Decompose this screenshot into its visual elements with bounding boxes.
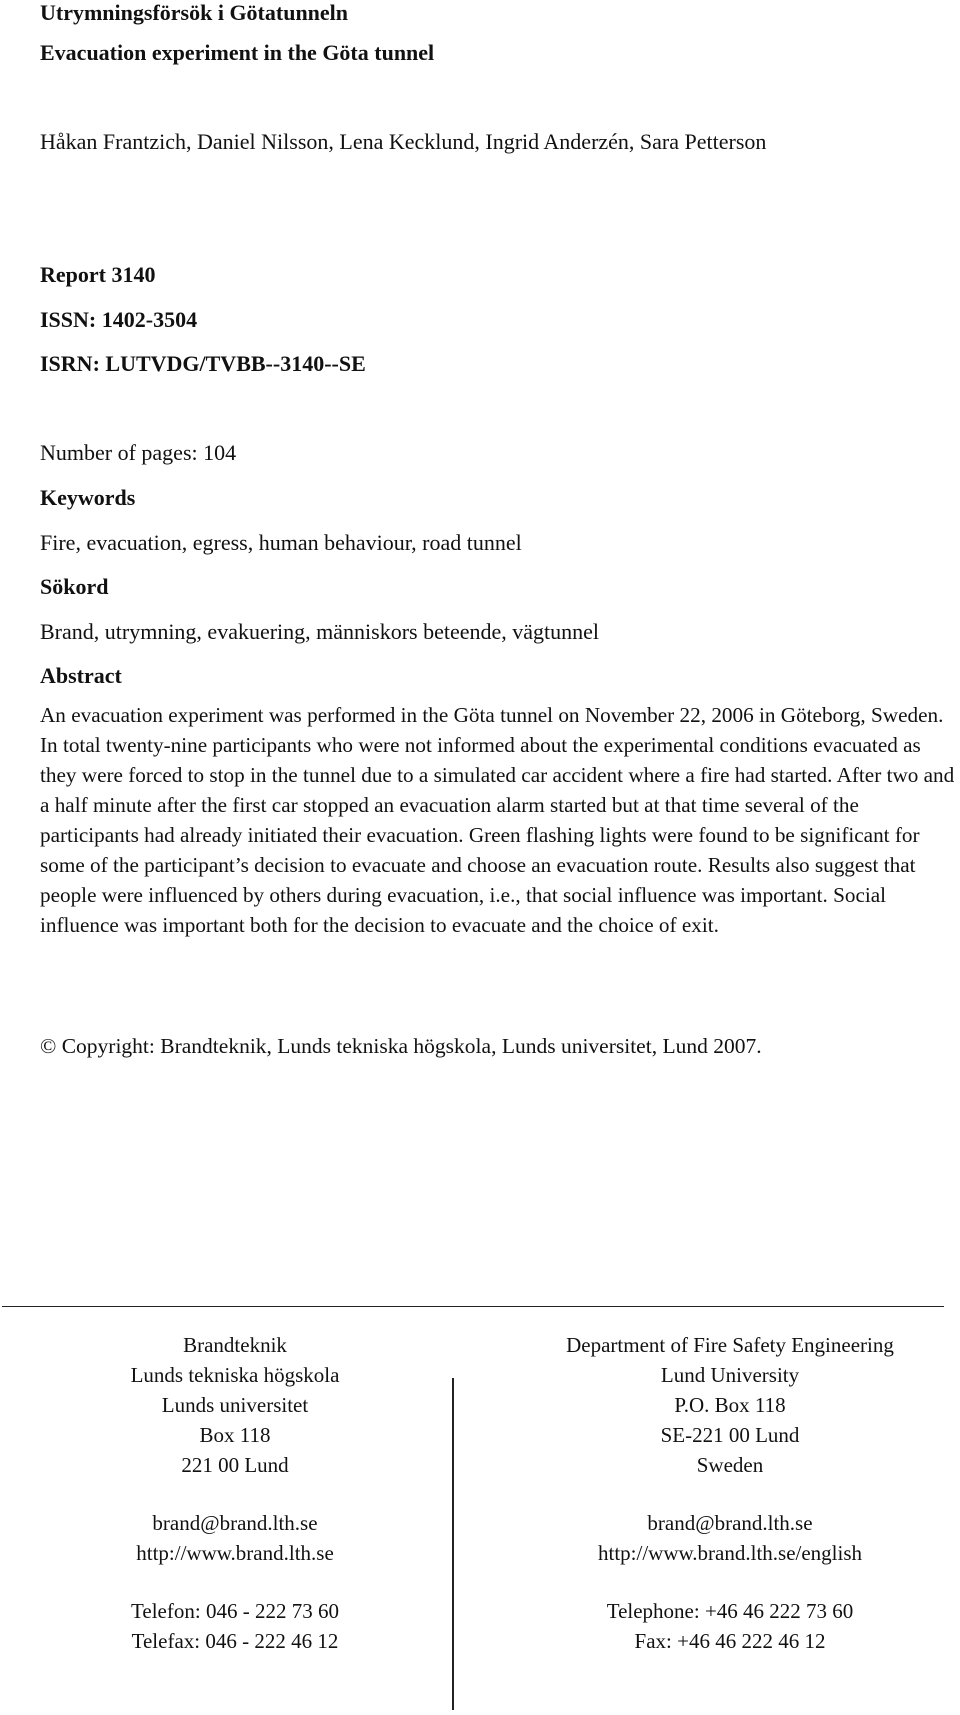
title-english: Evacuation experiment in the Göta tunnel [40,40,435,65]
address-line: Lunds universitet [161,1393,309,1417]
address-line: SE-221 00 Lund [660,1423,800,1447]
address-line: Box 118 [199,1423,271,1447]
web-link[interactable]: http://www.brand.lth.se [136,1541,334,1565]
report-number: Report 3140 [40,262,156,287]
address-line: P.O. Box 118 [674,1393,786,1417]
fax: Telefax: 046 - 222 46 12 [131,1629,339,1653]
address-line: Brandteknik [183,1333,287,1357]
copyright: © Copyright: Brandteknik, Lunds tekniska högskola, Lunds universitet, Lund 2007. [40,1034,762,1058]
phone: Telephone: +46 46 222 73 60 [606,1599,854,1623]
address-line: Sweden [696,1453,764,1477]
phone: Telefon: 046 - 222 73 60 [131,1599,339,1623]
footer-divider [2,1306,944,1307]
address-english [520,1330,940,1656]
keywords: Fire, evacuation, egress, human behaviour, road tunnel [40,530,522,555]
address-swedish [75,1330,395,1656]
address-line: Department of Fire Safety Engineering [566,1333,894,1357]
keywords-heading: Keywords [40,485,136,510]
sokord: Brand, utrymning, evakuering, människors beteende, vägtunnel [40,619,600,644]
address-line: 221 00 Lund [181,1453,289,1477]
page-count: Number of pages: 104 [40,440,237,465]
sokord-heading: Sökord [40,574,109,599]
column-divider [452,1378,454,1710]
issn: ISSN: 1402-3504 [40,307,198,332]
address-line: Lunds tekniska högskola [130,1363,340,1387]
address-line: Lund University [660,1363,800,1387]
isrn: ISRN: LUTVDG/TVBB--3140--SE [40,351,366,376]
web-link[interactable]: http://www.brand.lth.se/english [597,1541,863,1565]
email-link[interactable]: brand@brand.lth.se [647,1511,813,1535]
fax: Fax: +46 46 222 46 12 [634,1629,826,1653]
email-link[interactable]: brand@brand.lth.se [152,1511,318,1535]
title-swedish: Utrymningsförsök i Götatunneln [40,0,349,25]
authors: Håkan Frantzich, Daniel Nilsson, Lena Kecklund, Ingrid Anderzén, Sara Petterson [40,129,767,154]
abstract-body: An evacuation experiment was performed in the Göta tunnel on November 22, 2006 in Göteborg, Sweden. In total twenty-nine participants who were not informed about the experimental conditions evacuated as they were forced to stop in the tunnel due to a simulated car accident where a fire had started. After two and a half minute after the first car stopped an evacuation alarm started but at that time several of the participants had already initiated their evacuation. Green flashing lights were found to be significant for some of the participant’s decision to evacuate and choose an evacuation route. Results also suggest that people were influenced by others during evacuation, i.e., that social influence was important. Social influence was important both for the decision to evacuate and the choice of exit. [40,703,955,937]
abstract-heading: Abstract [40,663,122,688]
